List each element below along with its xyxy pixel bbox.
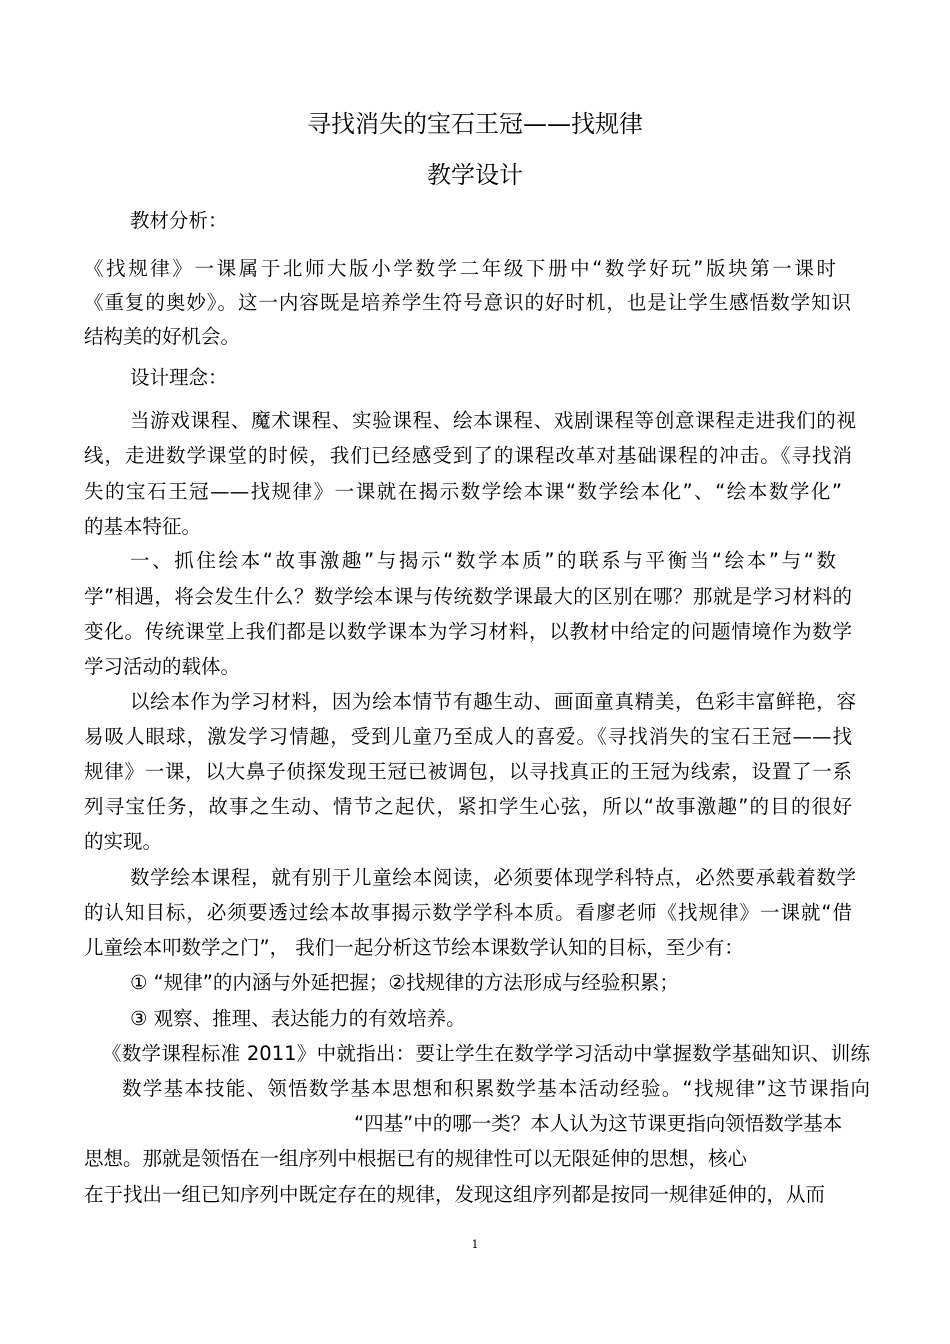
text-line: 的实现。	[84, 830, 163, 853]
section-heading-design-concept: 设计理念：	[130, 366, 228, 389]
text-line: 学”相遇，将会发生什么？数学绘本课与传统数学课最大的区别在哪？那就是学习材料的	[84, 585, 852, 608]
text-line: 数学基本技能、领悟数学基本思想和积累数学基本活动经验。“找规律”这节课指向	[122, 1077, 870, 1100]
text-line: 以绘本作为学习材料，因为绘本情节有趣生动、画面童真精美，色彩丰富鲜艳，容	[130, 690, 856, 713]
text-line: 易吸人眼球，激发学习情趣，受到儿童乃至成人的喜爱。《寻找消失的宝石王冠——找	[84, 725, 852, 748]
text-line: 变化。传统课堂上我们都是以数学课本为学习材料，以教材中给定的问题情境作为数学	[84, 620, 852, 643]
text-line: 一、抓住绘本“故事激趣”与揭示“数学本质”的联系与平衡当“绘本”与“数	[130, 549, 836, 572]
text-line: 《数学课程标准 2011》中就指出：要让学生在数学学习活动中掌握数学基础知识、训练	[102, 1042, 870, 1065]
text-line: “四基”中的哪一类？本人认为这节课更指向领悟数学基本	[354, 1112, 843, 1135]
text-line: 数学绘本课程，就有别于儿童绘本阅读，必须要体现学科特点，必然要承载着数学	[130, 866, 856, 889]
text-line: 思想。那就是领悟在一组序列中根据已有的规律性可以无限延伸的思想，核心	[84, 1147, 748, 1170]
text-line: 当游戏课程、魔术课程、实验课程、绘本课程、戏剧课程等创意课程走进我们的视	[130, 409, 856, 432]
text-line: 失的宝石王冠——找规律》一课就在揭示数学绘本课“数学绘本化”、“绘本数学化”	[84, 480, 842, 503]
text-line: 学习活动的载体。	[84, 655, 241, 678]
document-subtitle: 教学设计	[427, 161, 523, 189]
list-item: ③ 观察、推理、表达能力的有效培养。	[130, 1007, 466, 1030]
section-heading-material-analysis: 教材分析：	[130, 209, 228, 232]
document-title: 寻找消失的宝石王冠——找规律	[307, 110, 643, 138]
text-line: 《重复的奥妙》。这一内容既是培养学生符号意识的好时机，也是让学生感悟数学知识	[84, 291, 851, 314]
text-line: 线，走进数学课堂的时候，我们已经感受到了的课程改革对基础课程的冲击。《寻找消	[84, 444, 852, 467]
list-item: ① “规律”的内涵与外延把握；②找规律的方法形成与经验积累；	[130, 971, 679, 994]
text-line: 的基本特征。	[84, 515, 202, 538]
text-line: 儿童绘本叩数学之门”， 我们一起分析这节绘本课数学认知的目标，至少有：	[84, 936, 744, 959]
text-line: 规律》一课，以大鼻子侦探发现王冠已被调包，以寻找真正的王冠为线索，设置了一系	[84, 760, 852, 783]
text-line: 列寻宝任务，故事之生动、情节之起伏，紧扣学生心弦，所以“故事激趣”的目的很好	[84, 795, 852, 818]
text-line: 的认知目标，必须要透过绘本故事揭示数学学科本质。看廖老师《找规律》一课就“借	[84, 901, 852, 924]
text-line: 结构美的好机会。	[84, 325, 241, 348]
page-number: 1	[471, 1238, 479, 1251]
text-line: 《找规律》一课属于北师大版小学数学二年级下册中“数学好玩”版块第一课时	[84, 257, 836, 280]
text-line: 在于找出一组已知序列中既定存在的规律，发现这组序列都是按同一规律延伸的，从而	[84, 1183, 826, 1206]
